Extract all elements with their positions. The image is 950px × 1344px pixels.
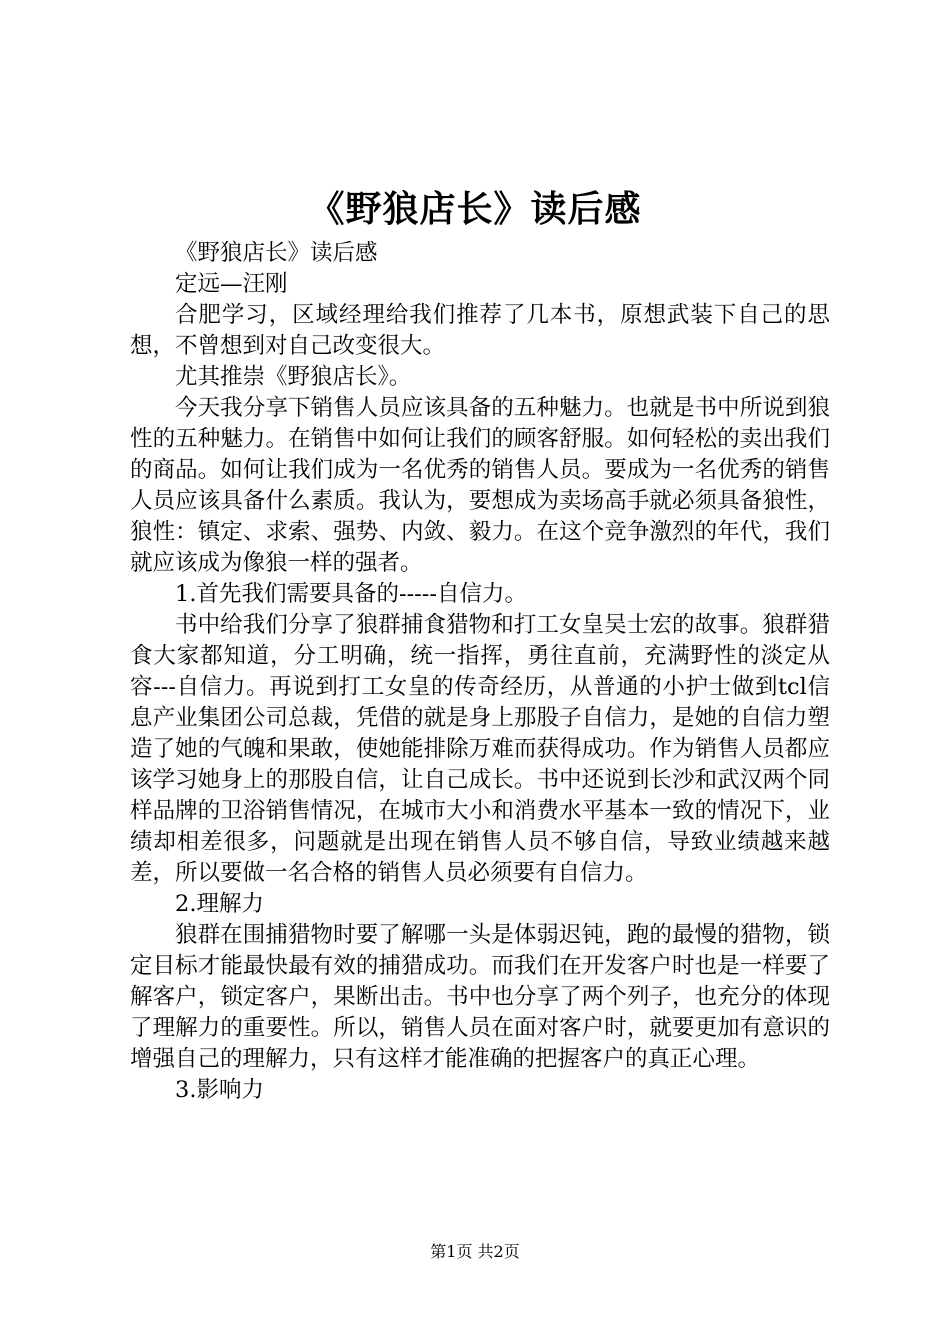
section-heading: 3.影响力	[175, 1077, 264, 1103]
document-title: 《野狼店长》读后感	[308, 188, 642, 230]
paragraph: 狼群在围捕猎物时要了解哪一头是体弱迟钝，跑的最慢的猎物，锁定目标才能最快最有效的捕猎成功。而我们在开发客户时也是一样要了解客户，锁定客户，果断出击。书中也分享了两个列子，也充分的体现了理解力的重要性。所以，销售人员在面对客户时，就要更加有意识的增强自己的理解力，只有这样才能准确的把握客户的真正心理。	[130, 922, 830, 1072]
document-body	[130, 238, 830, 1106]
paragraph: 书中给我们分享了狼群捕食猎物和打工女皇吴士宏的故事。狼群猎食大家都知道，分工明确，统一指挥，勇往直前，充满野性的淡定从容---自信力。再说到打工女皇的传奇经历，从普通的小护士做到tcl信息产业集团公司总裁，凭借的就是身上那股子自信力，是她的自信力塑造了她的气魄和果敢，使她能排除万难而获得成功。作为销售人员都应该学习她身上的那股自信，让自己成长。书中还说到长沙和武汉两个同样品牌的卫浴销售情况，在城市大小和消费水平基本一致的情况下，业绩却相差很多，问题就是出现在销售人员不够自信，导致业绩越来越差，所以要做一名合格的销售人员必须要有自信力。	[130, 612, 830, 886]
paragraph: 合肥学习，区域经理给我们推荐了几本书，原想武装下自己的思想，不曾想到对自己改变很大。	[130, 302, 830, 359]
paragraph: 尤其推崇《野狼店长》。	[175, 364, 412, 390]
paragraph-subtitle: 《野狼店长》读后感	[175, 240, 378, 266]
section-heading: 2.理解力	[175, 891, 264, 917]
section-heading: 1.首先我们需要具备的-----自信力。	[175, 581, 527, 607]
paragraph-author: 定远—汪刚	[175, 271, 288, 297]
paragraph: 今天我分享下销售人员应该具备的五种魅力。也就是书中所说到狼性的五种魅力。在销售中如何让我们的顾客舒服。如何轻松的卖出我们的商品。如何让我们成为一名优秀的销售人员。要成为一名优秀的销售人员应该具备什么素质。我认为，要想成为卖场高手就必须具备狼性，狼性：镇定、求索、强势、内敛、毅力。在这个竞争激烈的年代，我们就应该成为像狼一样的强者。	[130, 395, 830, 576]
page-footer: 第1页 共2页	[430, 1242, 520, 1261]
